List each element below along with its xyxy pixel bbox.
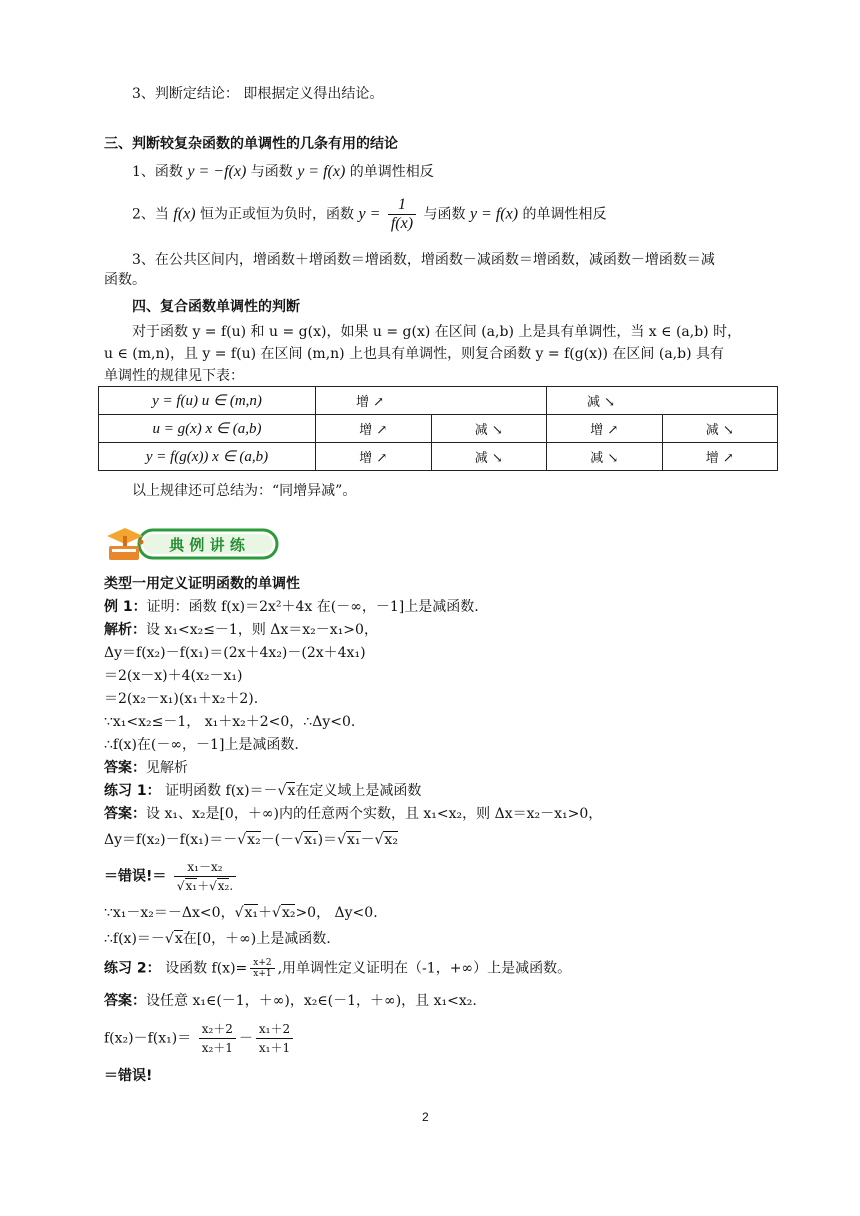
banner-title: 典 例 讲 练: [169, 536, 245, 554]
practice2-label: 练习 2：: [104, 960, 161, 977]
practice1-answer-line5: ∴f(x)＝－√x在[0，＋∞)上是减函数.: [104, 931, 331, 947]
practice1-answer-line1: [104, 804, 602, 824]
table-cell: 增 ↗: [316, 387, 547, 415]
p2-f1-den: x₂＋1: [201, 1041, 233, 1055]
p2-f2-num: x₁＋2: [256, 1020, 293, 1039]
solution-line2: Δy＝f(x₂)－f(x₁)＝(2x＋4x₂)－(2x＋4x₁): [104, 645, 366, 661]
p1-l2-b: －(－: [260, 832, 295, 848]
practice1: 练习 1： 证明函数 f(x)＝－√x在定义域上是减函数: [104, 783, 422, 799]
composite-rule-table: [98, 386, 778, 471]
solution-line3: ＝2(x－x)＋4(x₂－x₁): [104, 668, 243, 684]
table-cell: 增 ↗: [662, 443, 778, 471]
answer-text: 见解析: [146, 760, 188, 776]
p1-l2-c: )＝: [317, 832, 338, 848]
p2-fraction-2: [256, 1020, 293, 1057]
conclusion-3-line1: 3、在公共区间内，增函数＋增函数＝增函数，增函数－减函数＝增函数，减函数－增函数＝减: [132, 252, 715, 268]
practice2-text-a: 设函数 f(x)=: [165, 960, 248, 977]
p1-l2-s3: x₁: [346, 832, 361, 848]
c2-frac-num: 1: [388, 196, 416, 215]
p2-fraction-1: [199, 1020, 236, 1057]
solution-text: 设 x₁<x₂≤－1，则 Δx＝x₂－x₁>0，: [146, 622, 378, 638]
practice1-answer-line4: ∵x₁－x₂＝－Δx<0，√x₁＋√x₂>0， Δy<0.: [104, 905, 378, 921]
c2-text-a: 2、当: [132, 206, 169, 223]
p2-l2-a: f(x₂)－f(x₁)＝: [104, 1030, 192, 1047]
table-cell: y = f(u) u ∈ (m,n): [99, 387, 316, 415]
p1-fd-plus: ＋: [197, 879, 210, 893]
c1-math-1: y = −f(x): [187, 163, 247, 180]
p1-fd-b: x₂: [217, 879, 230, 893]
c1-text-c: 的单调性相反: [349, 164, 434, 180]
practice1-text-a: 证明函数 f(x)＝－: [165, 783, 278, 799]
c2-text-b: 恒为正或恒为负时，函数: [200, 206, 355, 223]
p1-l5-b: 在[0，＋∞)上是减函数.: [182, 931, 331, 947]
summary-text: 以上规律还可总结为：“同增异减”。: [132, 483, 357, 499]
solution-line1: [104, 620, 378, 640]
example1-text: 证明：函数 f(x)＝2x²＋4x 在(－∞，－1]上是减函数.: [146, 599, 479, 615]
p1-l2-s2: x₁: [304, 832, 318, 848]
example1: [104, 597, 479, 617]
practice1-label: 练习 1：: [104, 783, 161, 799]
practice2-answer-line1: [104, 991, 477, 1011]
p2-frac-den: x+1: [253, 969, 272, 979]
step3-text: 3、判断定结论： 即根据定义得出结论。: [132, 86, 384, 102]
p1-l4-b: >0， Δy<0.: [295, 905, 378, 921]
practice2-answer-line2: [104, 1020, 296, 1057]
p1-l4-plus: ＋: [258, 905, 273, 921]
page-number: 2: [422, 1110, 429, 1124]
type1-title: 类型一用定义证明函数的单调性: [104, 576, 300, 592]
solution-label: 解析：: [104, 622, 146, 638]
conclusion-1: [132, 162, 434, 182]
table-cell: y = f(g(x)) x ∈ (a,b): [99, 443, 316, 471]
section4-para-line2: u ∈ (m,n)，且 y = f(u) 在区间 (m,n) 上也具有单调性，则复合函数 y = f(g(x)) 在区间 (a,b) 具有: [104, 346, 724, 362]
c2-math-3: y = f(x): [469, 205, 519, 223]
c1-text-b: 与函数: [250, 164, 293, 180]
p1-l2-a: Δy＝f(x₂)－f(x₁)＝－: [104, 832, 238, 848]
table-cell: 减 ↘: [431, 415, 547, 443]
c2-fraction: [388, 196, 416, 233]
c1-math-2: y = f(x): [297, 163, 346, 180]
practice1-sqrt: x: [287, 783, 296, 799]
answer-label: 答案：: [104, 760, 146, 776]
p1-l5-s: x: [174, 931, 183, 947]
p1-l4-s2: x₂: [281, 905, 296, 921]
table-cell: 增 ↗: [316, 443, 432, 471]
section4-para-line3: 单调性的规律见下表：: [104, 368, 244, 384]
p2-frac-num: x+2: [250, 958, 274, 969]
table-cell: 增 ↗: [316, 415, 432, 443]
practice2-error: ＝错误!: [104, 1068, 153, 1084]
error-label: ＝错误!＝: [104, 868, 167, 885]
table-cell: 减 ↘: [662, 415, 778, 443]
c2-frac-den: f(x): [390, 215, 414, 232]
p1-l5-a: ∴f(x)＝－: [104, 931, 165, 947]
solution-line6: ∴f(x)在(－∞，－1]上是减函数.: [104, 737, 299, 753]
practice1-answer-line2: Δy＝f(x₂)－f(x₁)＝－√x₂－(－√x₁)＝√x₁－√x₂: [104, 832, 398, 848]
c2-text-c: 与函数: [423, 206, 466, 223]
table-cell: u = g(x) x ∈ (a,b): [99, 415, 316, 443]
conclusion-3-line2: 函数。: [104, 272, 146, 288]
practice2-text-b: ,用单调性定义证明在（-1，+∞）上是减函数。: [277, 960, 572, 977]
p1-fd-end: .: [229, 879, 234, 893]
p2-f2-den: x₁＋1: [258, 1041, 291, 1055]
practice1-answer-line3: [104, 858, 239, 895]
p1-l2-s1: x₂: [247, 832, 261, 848]
p2-f1-num: x₂＋2: [199, 1020, 236, 1039]
practice2: [104, 958, 571, 979]
c2-math-1: f(x): [173, 205, 196, 223]
table-row: [99, 387, 778, 415]
section4-title: 四、复合函数单调性的判断: [132, 299, 300, 315]
practice1-answer-text: 设 x₁、x₂是[0，＋∞)内的任意两个实数，且 x₁<x₂，则 Δx＝x₂－x₁>0，: [146, 806, 603, 822]
p1-l4-a: ∵x₁－x₂＝－Δx<0，: [104, 905, 235, 921]
practice2-fraction: [250, 958, 274, 979]
table-row: [99, 443, 778, 471]
answer1: [104, 758, 188, 778]
c2-math-2: y =: [358, 205, 381, 223]
c2-text-d: 的单调性相反: [522, 206, 607, 223]
answer-label: 答案：: [104, 806, 146, 822]
answer-label: 答案：: [104, 993, 146, 1009]
p1-frac-num: x₁－x₂: [174, 858, 236, 877]
table-cell: 减 ↘: [547, 387, 778, 415]
solution-line5: ∵x₁<x₂≤－1， x₁＋x₂＋2<0，∴Δy<0.: [104, 714, 356, 730]
p1-l2-s4: x₂: [384, 832, 398, 848]
practice1-fraction: [174, 858, 236, 895]
p1-fd-a: x₁: [185, 879, 198, 893]
table-cell: 增 ↗: [547, 415, 663, 443]
table-cell: 减 ↘: [431, 443, 547, 471]
practice1-text-b: 在定义域上是减函数: [295, 783, 422, 799]
c1-text-a: 1、函数: [132, 164, 183, 180]
section4-para-line1: 对于函数 y = f(u) 和 u = g(x)，如果 u = g(x) 在区间 (a,b) 上是具有单调性，当 x ∈ (a,b) 时，: [132, 324, 742, 340]
table-row: [99, 415, 778, 443]
practice2-answer-text: 设任意 x₁∈(－1，＋∞)，x₂∈(－1，＋∞)，且 x₁<x₂.: [146, 993, 477, 1009]
table-cell: 减 ↘: [547, 443, 663, 471]
p1-l4-s1: x₁: [244, 905, 259, 921]
solution-line4: ＝2(x₂－x₁)(x₁＋x₂＋2).: [104, 691, 259, 707]
p1-l2-d: －: [360, 832, 375, 848]
p2-minus: －: [238, 1030, 253, 1047]
conclusion-2: [132, 196, 607, 233]
p1-frac-den: √x₁＋√x₂.: [176, 879, 234, 893]
section3-title: 三、判断较复杂函数的单调性的几条有用的结论: [104, 136, 398, 152]
example1-label: 例 1：: [104, 599, 147, 615]
example-banner: [103, 522, 279, 564]
